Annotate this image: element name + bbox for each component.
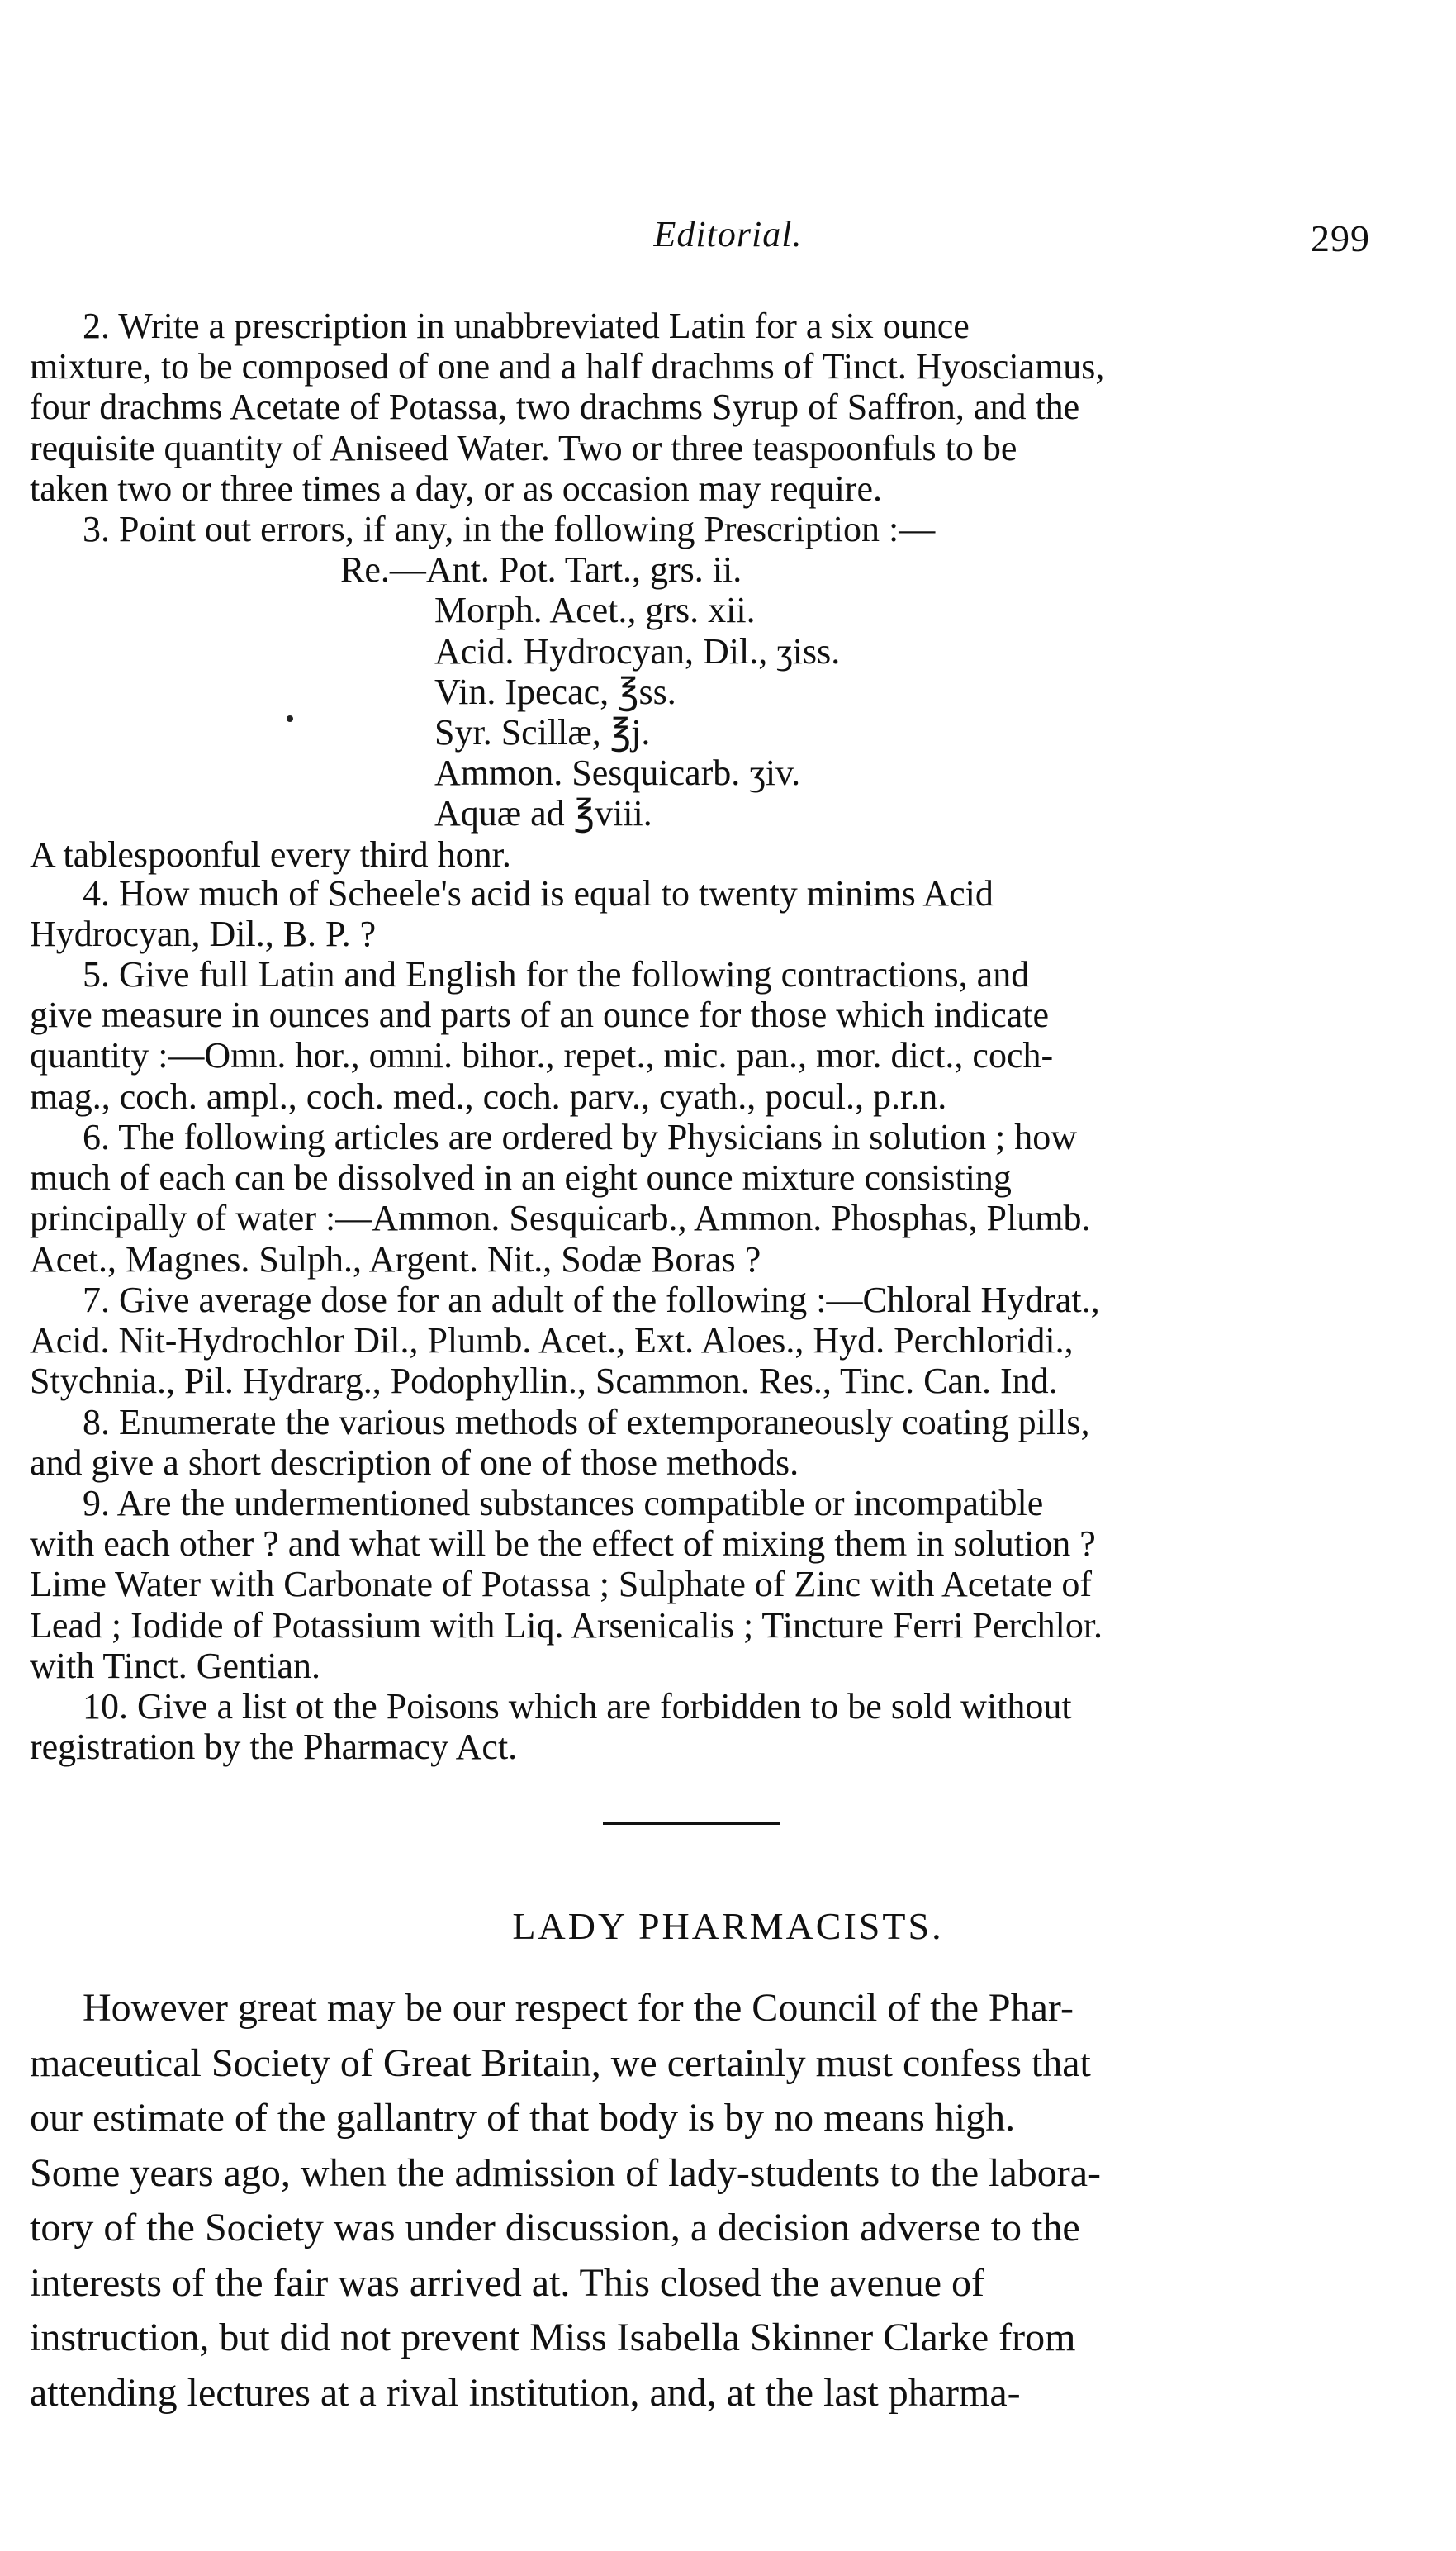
text-line: four drachms Acetate of Potassa, two drachms Syrup of Saffron, and the (30, 387, 1080, 428)
question-9 (30, 1483, 1376, 1686)
text-line: quantity :—Omn. hor., omni. bihor., repet., mic. pan., mor. dict., coch- (30, 1035, 1054, 1076)
text-line: with Tinct. Gentian. (30, 1645, 321, 1686)
prescription-line: Aquæ ad ℥viii. (434, 793, 652, 834)
text-line: 6. The following articles are ordered by Physicians in solution ; how (83, 1117, 1078, 1157)
text-line: mixture, to be composed of one and a half drachms of Tinct. Hyosciamus, (30, 346, 1105, 387)
text-line: instruction, but did not prevent Miss Isabella Skinner Clarke from (30, 2316, 1076, 2359)
article-heading: LADY PHARMACISTS. (512, 1905, 944, 1947)
text-line: much of each can be dissolved in an eight ounce mixture consisting (30, 1157, 1012, 1199)
question-2 (30, 306, 1376, 509)
text-line: principally of water :—Ammon. Sesquicarb., Ammon. Phosphas, Plumb. (30, 1198, 1091, 1239)
text-line: Lime Water with Carbonate of Potassa ; Sulphate of Zinc with Acetate of (30, 1564, 1092, 1605)
text-line: interests of the fair was arrived at. This closed the avenue of (30, 2260, 985, 2305)
question-10 (30, 1686, 1376, 1767)
text-line: 10. Give a list ot the Poisons which are forbidden to be sold without (83, 1686, 1072, 1727)
page-number: 299 (1311, 217, 1370, 259)
text-line: However great may be our respect for the Council of the Phar- (83, 1986, 1074, 2030)
text-line: 4. How much of Scheele's acid is equal to twenty minims Acid (83, 873, 994, 914)
text-line: registration by the Pharmacy Act. (30, 1727, 518, 1768)
prescription-line: Morph. Acet., grs. xii. (434, 590, 756, 631)
question-3 (30, 509, 1376, 875)
text-line: 2. Write a prescription in unabbreviated Latin for a six ounce (83, 306, 970, 346)
text-line: Acid. Nit-Hydrochlor Dil., Plumb. Acet., Ext. Aloes., Hyd. Perchloridi., (30, 1320, 1074, 1361)
text-line: with each other ? and what will be the effect of mixing them in solution ? (30, 1523, 1096, 1565)
text-line: 9. Are the undermentioned substances compatible or incompatible (83, 1483, 1044, 1523)
text-line: Acet., Magnes. Sulph., Argent. Nit., Sodæ Boras ? (30, 1238, 761, 1280)
text-line: Hydrocyan, Dil., B. P. ? (30, 914, 377, 955)
text-line: mag., coch. ampl., coch. med., coch. parv., cyath., pocul., p.r.n. (30, 1076, 947, 1117)
question-8 (30, 1402, 1376, 1483)
text-line: Lead ; Iodide of Potassium with Liq. Arsenicalis ; Tincture Ferri Perchlor. (30, 1604, 1103, 1646)
text-line: taken two or three times a day, or as occasion may require. (30, 468, 882, 509)
running-title: Editorial. (653, 214, 803, 254)
text-line: requisite quantity of Aniseed Water. Two or three teaspoonfuls to be (30, 427, 1017, 468)
ink-speck (287, 715, 293, 722)
text-line: Stychnia., Pil. Hydrarg., Podophyllin., Scammon. Res., Tinc. Can. Ind. (30, 1361, 1058, 1402)
text-line: attending lectures at a rival institution, and, at the last pharma- (30, 2370, 1021, 2415)
question-6 (30, 1117, 1376, 1280)
text-line: 8. Enumerate the various methods of extemporaneously coating pills, (83, 1402, 1090, 1442)
article-body (30, 1981, 1376, 2420)
question-7 (30, 1280, 1376, 1402)
prescription-line: Ammon. Sesquicarb. ʒiv. (434, 753, 801, 794)
text-line: give measure in ounces and parts of an ounce for those which indicate (30, 995, 1050, 1036)
prescription (30, 549, 1376, 834)
text-line: 3. Point out errors, if any, in the following Prescription :— (83, 509, 936, 549)
section-divider (603, 1822, 780, 1825)
prescription-line: Vin. Ipecac, ℥ss. (434, 671, 676, 712)
text-line: tory of the Society was under discussion, a decision adverse to the (30, 2206, 1080, 2249)
text-line: 5. Give full Latin and English for the following contractions, and (83, 954, 1030, 995)
text-line: our estimate of the gallantry of that body is by no means high. (30, 2096, 1016, 2140)
text-line: 7. Give average dose for an adult of the following :—Chloral Hydrat., (83, 1280, 1100, 1320)
prescription-line: Syr. Scillæ, ℥j. (434, 712, 651, 753)
text-line: maceutical Society of Great Britain, we certainly must confess that (30, 2040, 1091, 2085)
question-5 (30, 954, 1376, 1117)
question-4 (30, 873, 1376, 954)
text-line: A tablespoonful every third honr. (30, 834, 511, 875)
prescription-line: Re.—Ant. Pot. Tart., grs. ii. (340, 549, 742, 591)
text-line: and give a short description of one of those methods. (30, 1442, 799, 1484)
text-line: Some years ago, when the admission of lady-students to the labora- (30, 2150, 1102, 2195)
prescription-line: Acid. Hydrocyan, Dil., ʒiss. (434, 630, 841, 672)
